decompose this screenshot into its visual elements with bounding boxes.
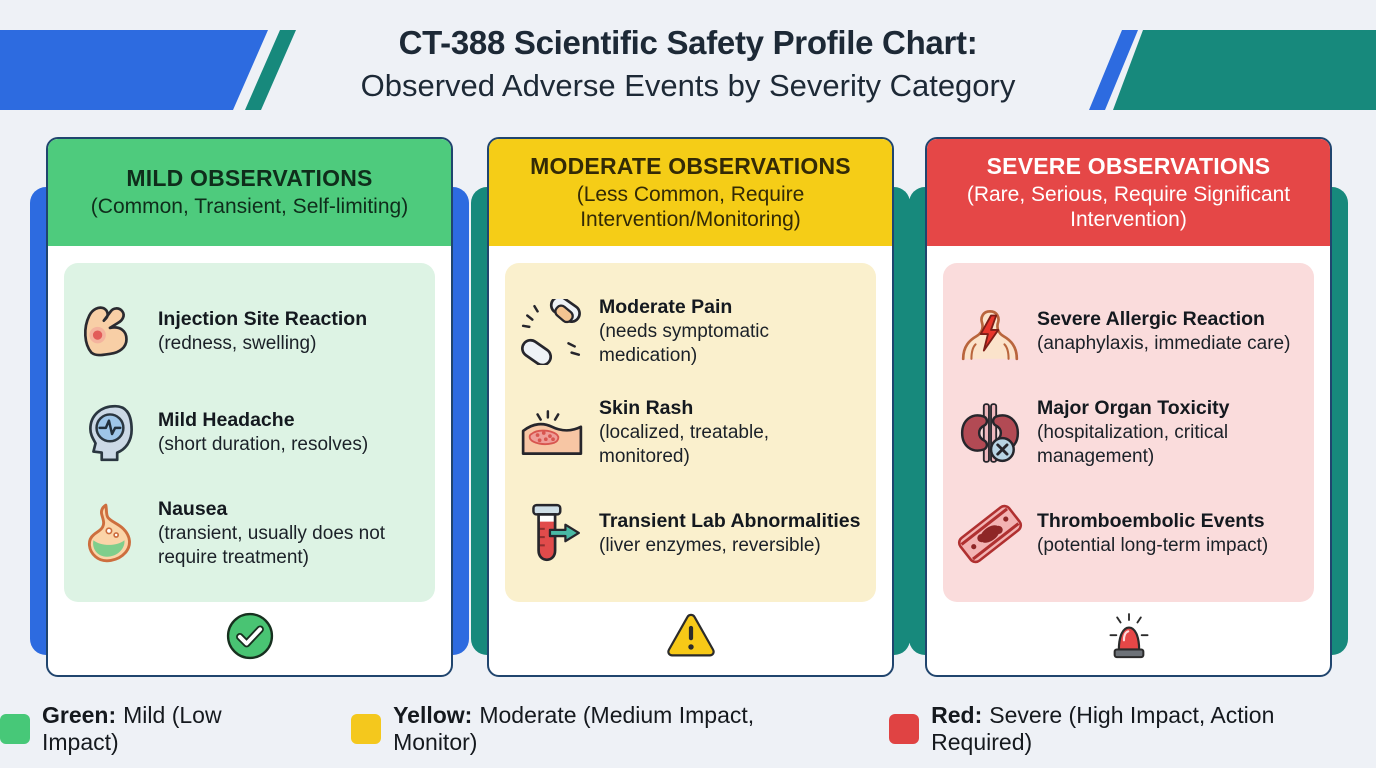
legend-item-yellow [351, 702, 839, 756]
legend-label: Green: [42, 702, 117, 728]
item-title: Moderate Pain [599, 295, 733, 318]
green-swatch [0, 714, 30, 744]
moderate-card-title: MODERATE OBSERVATIONS [530, 153, 851, 180]
item-desc: (potential long-term impact) [1037, 534, 1269, 556]
moderate-card [487, 137, 894, 677]
mild-card-subtitle: (Common, Transient, Self-limiting) [90, 195, 409, 219]
legend-label: Yellow: [393, 702, 473, 728]
mild-items-panel [64, 263, 435, 602]
kidneys-icon [957, 397, 1023, 469]
list-item [957, 296, 1300, 368]
severe-card-header [927, 139, 1330, 246]
red-swatch [889, 714, 919, 744]
item-title: Transient Lab Abnormalities [599, 509, 861, 532]
legend [0, 702, 1376, 756]
item-desc: (anaphylaxis, immediate care) [1037, 332, 1291, 354]
item-title: Skin Rash [599, 396, 694, 419]
page-title-line2: Observed Adverse Events by Severity Category [360, 68, 1016, 103]
item-title: Severe Allergic Reaction [1037, 307, 1265, 330]
skin-rash-icon [519, 397, 585, 469]
item-title: Nausea [158, 497, 228, 520]
severe-footer [927, 602, 1330, 675]
legend-text [931, 702, 1376, 756]
item-title: Injection Site Reaction [158, 307, 368, 330]
stomach-icon [78, 498, 144, 570]
legend-desc: Severe (High Impact, Action Required) [931, 702, 1275, 755]
legend-label: Red: [931, 702, 983, 728]
siren-icon [1102, 609, 1156, 668]
list-item [957, 397, 1300, 469]
item-title: Thromboembolic Events [1037, 509, 1265, 532]
moderate-card-subtitle: (Less Common, Require Intervention/Monitoring) [576, 183, 805, 231]
legend-item-red [889, 702, 1376, 756]
yellow-swatch [351, 714, 381, 744]
head-pulse-icon [78, 397, 144, 469]
item-title: Major Organ Toxicity [1037, 396, 1230, 419]
item-desc: (liver enzymes, reversible) [599, 534, 821, 556]
item-title: Mild Headache [158, 408, 295, 431]
item-desc: (short duration, resolves) [158, 433, 369, 455]
page-title-line1: CT-388 Scientific Safety Profile Chart: [398, 24, 978, 61]
item-desc: (localized, treatable, monitored) [599, 421, 770, 467]
severe-card [925, 137, 1332, 677]
torso-bolt-icon [957, 296, 1023, 368]
item-desc: (redness, swelling) [158, 332, 317, 354]
vessel-clot-icon [957, 498, 1023, 570]
item-desc: (transient, usually does not require treatment) [158, 522, 386, 568]
moderate-footer [489, 602, 892, 675]
moderate-items-panel [505, 263, 876, 602]
list-item [78, 498, 421, 570]
severe-items-panel [943, 263, 1314, 602]
moderate-card-header [489, 139, 892, 246]
legend-desc: Moderate (Medium Impact, Monitor) [393, 702, 755, 755]
item-desc: (needs symptomatic medication) [599, 320, 770, 366]
list-item [519, 296, 862, 368]
mild-card-header [48, 139, 451, 246]
arm-injection-icon [78, 296, 144, 368]
legend-desc: Mild (Low Impact) [42, 702, 222, 755]
warning-triangle-icon [664, 609, 718, 668]
severe-card-title: SEVERE OBSERVATIONS [986, 153, 1271, 180]
mild-card-title: MILD OBSERVATIONS [126, 165, 373, 192]
legend-item-green [0, 702, 301, 756]
item-desc: (hospitalization, critical management) [1037, 421, 1229, 467]
list-item [957, 498, 1300, 570]
mild-column [46, 137, 453, 677]
check-circle-icon [223, 609, 277, 668]
severe-column [925, 137, 1332, 677]
mild-footer [48, 602, 451, 675]
mild-card [46, 137, 453, 677]
moderate-column [487, 137, 894, 677]
severe-card-subtitle: (Rare, Serious, Require Significant Intervention) [966, 183, 1291, 231]
joint-pain-icon [519, 296, 585, 368]
legend-text [42, 702, 301, 756]
list-item [78, 397, 421, 469]
list-item [78, 296, 421, 368]
page-title [0, 24, 1376, 104]
legend-text [393, 702, 839, 756]
test-tube-icon [519, 498, 585, 570]
list-item [519, 397, 862, 469]
list-item [519, 498, 862, 570]
